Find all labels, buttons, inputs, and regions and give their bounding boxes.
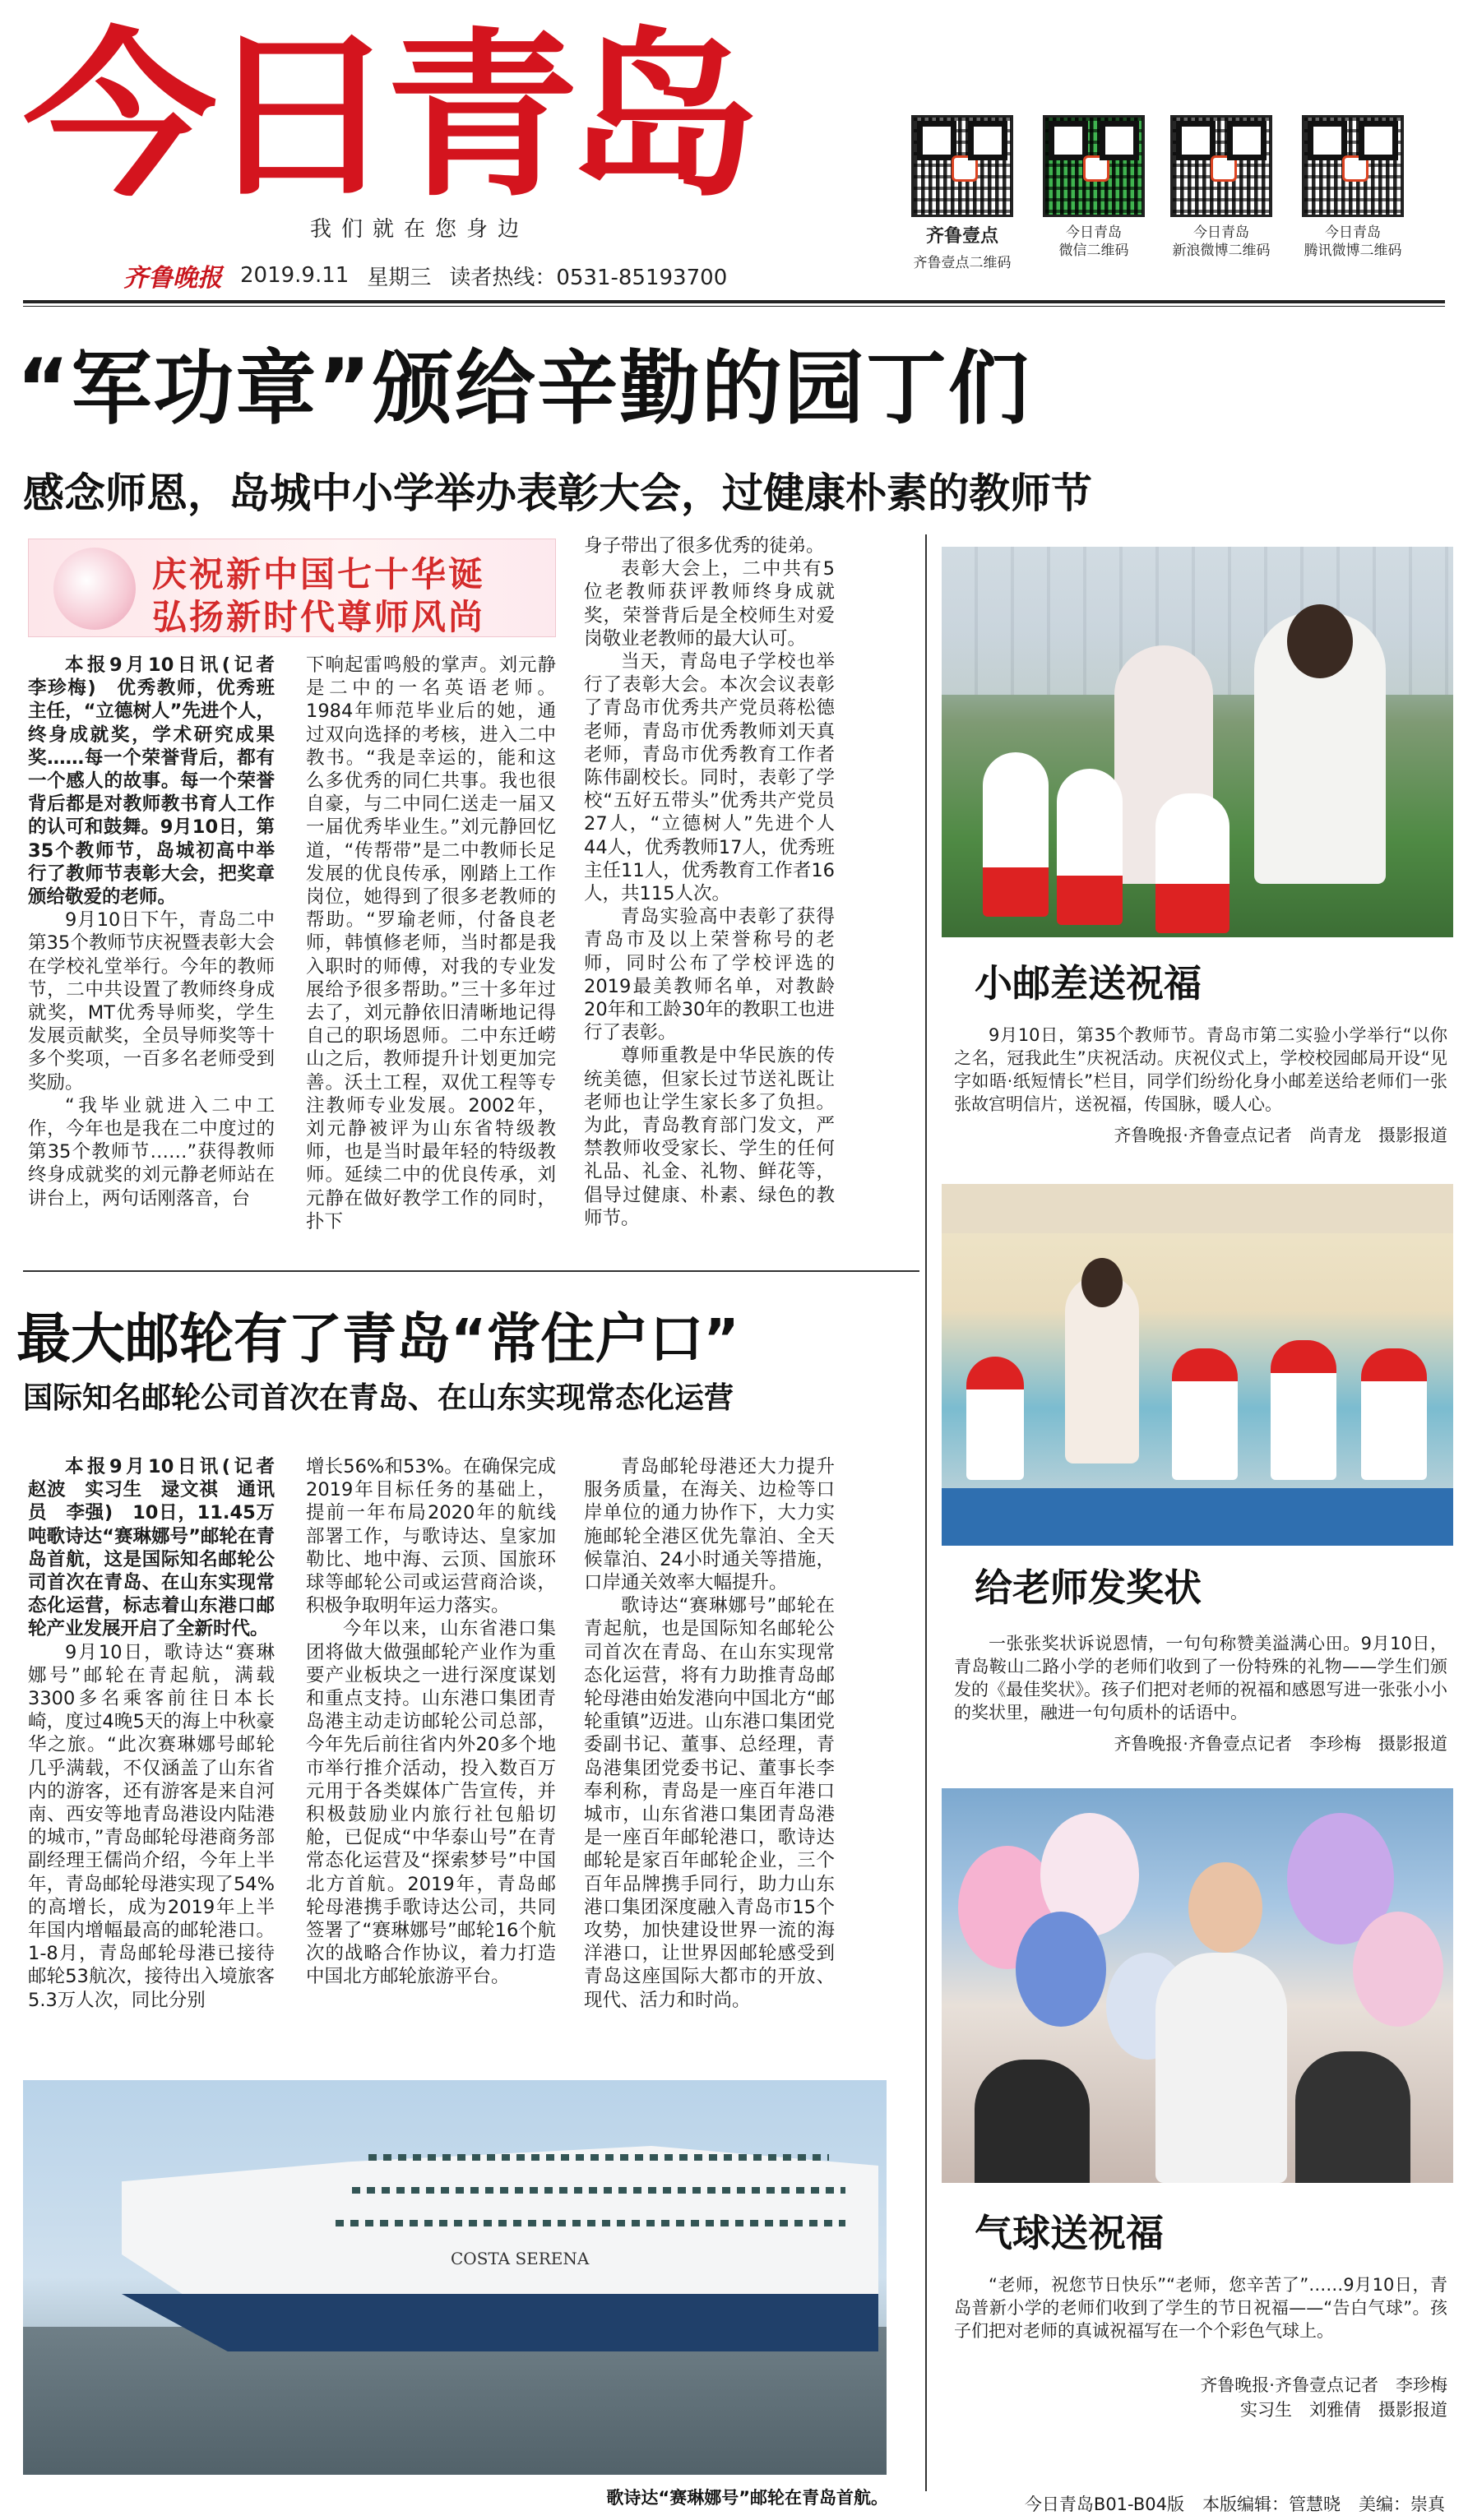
paragraph: 当天，青岛电子学校也举行了表彰大会。本次会议表彰了青岛市优秀共产党员蒋松德老师，青岛市优秀教师刘天真老师，青岛市优秀教育工作者陈伟副校长。同时，表彰了学校“五好五带头”优秀共产党员27人，“立德树人”先进个人44人，优秀教师17人，优秀班主任11人，优秀教育工作者16人，共115人次。 <box>584 651 835 905</box>
paragraph: 下响起雷鸣般的掌声。刘元静是二中的一名英语老师。1984年师范毕业后的她，通过双向选择的考核，进入二中教书。“我是幸运的，能和这么多优秀的同仁共事。我也很自豪，与二中同仁送走一届又一届优秀毕业生。”刘元静回忆道，“传帮带”是二中教师长足发展的优良传承，刚踏上工作岗位，她得到了很多老教师的帮助。“罗瑜老师，付备良老师，韩慎修老师，当时都是我入职时的师傅，对我的专业发展给予很多帮助。”三十多年过去了，刘元静依旧清晰地记得自己的职场恩师。二中东迁崂山之后，教师提升计划更加完善。沃土工程，双优工程等专注教师专业发展。2002年，刘元静被评为山东省特级教师，也是当时最年轻的特级教师。延续二中的优良传承，刘元静在做好教学工作的同时，扑下 <box>306 654 556 1232</box>
flower-icon <box>53 548 136 630</box>
qr-code-icon <box>1043 115 1145 217</box>
story2-column-2 <box>306 1455 556 2080</box>
story2-column-3 <box>584 1455 835 2080</box>
paragraph: 本报9月10日讯(记者 赵波 实习生 逯文祺 通讯员 李强) 10日，11.45万吨歌诗达“赛琳娜号”邮轮在青岛首航，这是国际知名邮轮公司首次在青岛、在山东实现常态化运营，标志着山东港口邮轮产业发展开启了全新时代。 <box>28 1456 294 1640</box>
photo-story-2-title: 给老师发奖状 <box>975 1565 1202 1610</box>
photo-award-certificates <box>942 1184 1453 1546</box>
photo-cruise-ship <box>23 2080 887 2475</box>
qr-label: 齐鲁壹点二维码 <box>913 255 1012 271</box>
photo-story-3-title: 气球送祝福 <box>975 2211 1164 2255</box>
photo-story-1-text: 9月10日，第35个教师节。青岛市第二实验小学举行“以你之名，冠我此生”庆祝活动。庆祝仪式上，学校校园邮局开设“见字如晤·纸短情长”栏目，同学们纷纷化身小邮差送给老师们一张张故宫明信片，送祝福，传国脉，暖人心。 <box>954 1025 1447 1114</box>
section-divider <box>23 1270 919 1272</box>
banner-line-1: 庆祝新中国七十华诞 <box>152 554 486 594</box>
photo-story-2-text: 一张张奖状诉说恩情，一句句称赞美溢满心田。9月10日，青岛鞍山二路小学的老师们收到了一份特殊的礼物——学生们颁发的《最佳奖状》。孩子们把对老师的祝福和感恩写进一张张小小的奖状里，融进一句句质朴的话语中。 <box>954 1634 1447 1722</box>
paragraph: 今年以来，山东省港口集团将做大做强邮轮产业作为重要产业板块之一进行深度谋划和重点支持。山东港口集团青岛港主动走访邮轮公司总部，今年先后前往省内外20多个地市举行推介活动，投入数百万元用于各类媒体广告宣传，并积极鼓励业内旅行社包船切舱，已促成“中华泰山号”在青常态化运营及“探索梦号”中国北方首航。2019年，青岛邮轮母港携手歌诗达公司，共同签署了“赛琳娜号”邮轮16个航次的战略合作协议，着力打造中国北方邮轮旅游平台。 <box>306 1618 556 1988</box>
qr-label: 今日青岛 腾讯微博二维码 <box>1304 224 1402 259</box>
masthead-slogan: 我们就在您身边 <box>309 217 529 242</box>
story2-subhead: 国际知名邮轮公司首次在青岛、在山东实现常态化运营 <box>23 1381 734 1415</box>
paragraph: 本报9月10日讯(记者 李珍梅) 优秀教师，优秀班主任，“立德树人”先进个人，终身成就奖，学术研究成果奖……每一个荣誉背后，都有一个感人的故事。每一个荣誉背后都是对教师教书育人工作的认可和鼓舞。9月10日，第35个教师节，岛城初高中举行了教师节表彰大会，把奖章颁给敬爱的老师。 <box>28 654 294 909</box>
footer-designer: 美编：崇真 <box>1359 2495 1445 2514</box>
photo-postman-students <box>942 547 1453 937</box>
ship-photo-caption: 歌诗达“赛琳娜号”邮轮在青岛首航。 <box>606 2488 888 2508</box>
photo-story-1-title: 小邮差送祝福 <box>975 961 1202 1006</box>
qr-wechat[interactable] <box>1036 115 1151 260</box>
story1-banner <box>28 539 556 637</box>
column-divider <box>925 534 927 2491</box>
paragraph: 尊师重教是中华民族的传统美德，但家长过节送礼既让老师也让学生家长多了负担。为此，青岛教育部门发文，严禁教师收受家长、学生的任何礼品、礼金、礼物、鲜花等，倡导过健康、朴素、绿色的教师节。 <box>584 1045 835 1229</box>
paragraph: 身子带出了很多优秀的徒弟。 <box>584 535 825 557</box>
story1-subhead: 感念师恩，岛城中小学举办表彰大会，过健康朴素的教师节 <box>23 469 1092 517</box>
story1-column-1 <box>28 654 294 1246</box>
story1-headline: “军功章”颁给辛勤的园丁们 <box>16 342 1030 436</box>
paragraph: 9月10日下午，青岛二中第35个教师节庆祝暨表彰大会在学校礼堂举行。今年的教师节，二中共设置了教师终身成就奖，MT优秀导师奖，学生发展贡献奖，全员导师奖等十多个奖项，一百多名老师受到奖励。 <box>28 909 275 1094</box>
masthead-dateline <box>123 257 727 294</box>
reader-hotline: 读者热线：0531-85193700 <box>449 265 728 290</box>
paragraph: 青岛邮轮母港还大力提升服务质量，在海关、边检等口岸单位的通力协作下，大力实施邮轮全港区优先靠泊、全天候靠泊、24小时通关等措施，口岸通关效率大幅提升。 <box>584 1456 835 1594</box>
qr-qilu-yidian[interactable] <box>905 115 1020 272</box>
banner-line-2: 弘扬新时代尊师风尚 <box>152 597 486 637</box>
story1-column-2 <box>306 654 556 1246</box>
issue-weekday: 星期三 <box>367 265 432 290</box>
story2-headline: 最大邮轮有了青岛“常住户口” <box>16 1307 739 1371</box>
paragraph: 9月10日，歌诗达“赛琳娜号”邮轮在青起航，满载3300多名乘客前往日本长崎，度过4晚5天的海上中秋豪华之旅。“此次赛琳娜号邮轮几乎满载，不仅涵盖了山东省内的游客，还有游客是来自河南、西安等地青岛港设内陆港的城市，”青岛邮轮母港商务部副经理王儒尚介绍，今年上半年，青岛邮轮母港实现了54%的高增长，成为2019年上半年国内增幅最高的邮轮港口。1-8月，青岛邮轮母港已接待邮轮53航次，接待出入境旅客5.3万人次，同比分别 <box>28 1641 275 2011</box>
photo-balloons <box>942 1788 1453 2183</box>
photo-story-3-text: “老师，祝您节日快乐”“老师，您辛苦了”……9月10日，青岛普新小学的老师们收到了学生的节日祝福——“告白气球”。孩子们把对老师的真诚祝福写在一个个彩色气球上。 <box>954 2275 1447 2341</box>
paragraph: 青岛实验高中表彰了获得青岛市及以上荣誉称号的老师，同时公布了学校评选的2019最美教师名单，对教龄20年和工龄30年的教职工也进行了表彰。 <box>584 906 835 1044</box>
paper-name: 齐鲁晚报 <box>123 264 222 293</box>
photo-story-1-credit: 齐鲁晚报·齐鲁壹点记者 尚青龙 摄影报道 <box>1114 1126 1447 1145</box>
masthead-logo: 今日青岛 <box>23 13 748 221</box>
footer-editor: 本版编辑：管慧晓 <box>1202 2495 1341 2514</box>
qr-code-icon <box>1170 115 1272 217</box>
footer-pages: 今日青岛B01-B04版 <box>1024 2495 1184 2514</box>
paragraph: 增长56%和53%。在确保完成2019年目标任务的基础上，提前一年布局2020年的航线部署工作，与歌诗达、皇家加勒比、地中海、云顶、国旅环球等邮轮公司或运营商洽谈，积极争取明年运力落实。 <box>306 1456 556 1617</box>
issue-date: 2019.9.11 <box>240 263 350 288</box>
qr-code-icon <box>911 115 1013 217</box>
story2-column-1 <box>28 1455 294 2080</box>
masthead-rule-thin <box>23 306 1445 307</box>
page-footer <box>1025 2491 1445 2516</box>
paragraph: “我毕业就进入二中工作，今年也是我在二中度过的第35个教师节……”获得教师终身成就奖的刘元静老师站在讲台上，两句话刚落音，台 <box>28 1094 275 1209</box>
ship-name-label: COSTA SERENA <box>451 2249 590 2268</box>
qr-label: 今日青岛 新浪微博二维码 <box>1172 224 1271 259</box>
qr-label: 今日青岛 微信二维码 <box>1058 224 1129 259</box>
qr-tencent-weibo[interactable] <box>1295 115 1410 260</box>
masthead-rule <box>23 300 1445 303</box>
story1-column-3 <box>584 534 835 1250</box>
qr-sina-weibo[interactable] <box>1164 115 1279 260</box>
photo-story-2-credit: 齐鲁晚报·齐鲁壹点记者 李珍梅 摄影报道 <box>1114 1734 1447 1754</box>
qr-code-icon <box>1302 115 1404 217</box>
qr-brand: 齐鲁壹点 <box>925 226 998 247</box>
photo-story-3-credit: 齐鲁晚报·齐鲁壹点记者 李珍梅 实习生 刘雅倩 摄影报道 <box>1200 2375 1447 2420</box>
paragraph: 表彰大会上，二中共有5位老教师获评教师终身成就奖，荣誉背后是全校师生对爱岗敬业老教师的最大认可。 <box>584 558 835 650</box>
paragraph: 歌诗达“赛琳娜号”邮轮在青起航，也是国际知名邮轮公司首次在青岛、在山东实现常态化运营，将有力助推青岛邮轮母港由始发港向中国北方“邮轮重镇”迈进。山东港口集团党委副书记、董事、总经理，青岛港集团党委书记、董事长李奉利称，青岛是一座百年港口城市，山东省港口集团青岛港是一座百年邮轮港口，歌诗达邮轮是家百年邮轮企业，三个百年品牌携手同行，助力山东港口集团深度融入青岛市15个攻势，加快建设世界一流的海洋港口，让世界因邮轮感受到青岛这座国际大都市的开放、现代、活力和时尚。 <box>584 1595 835 2011</box>
